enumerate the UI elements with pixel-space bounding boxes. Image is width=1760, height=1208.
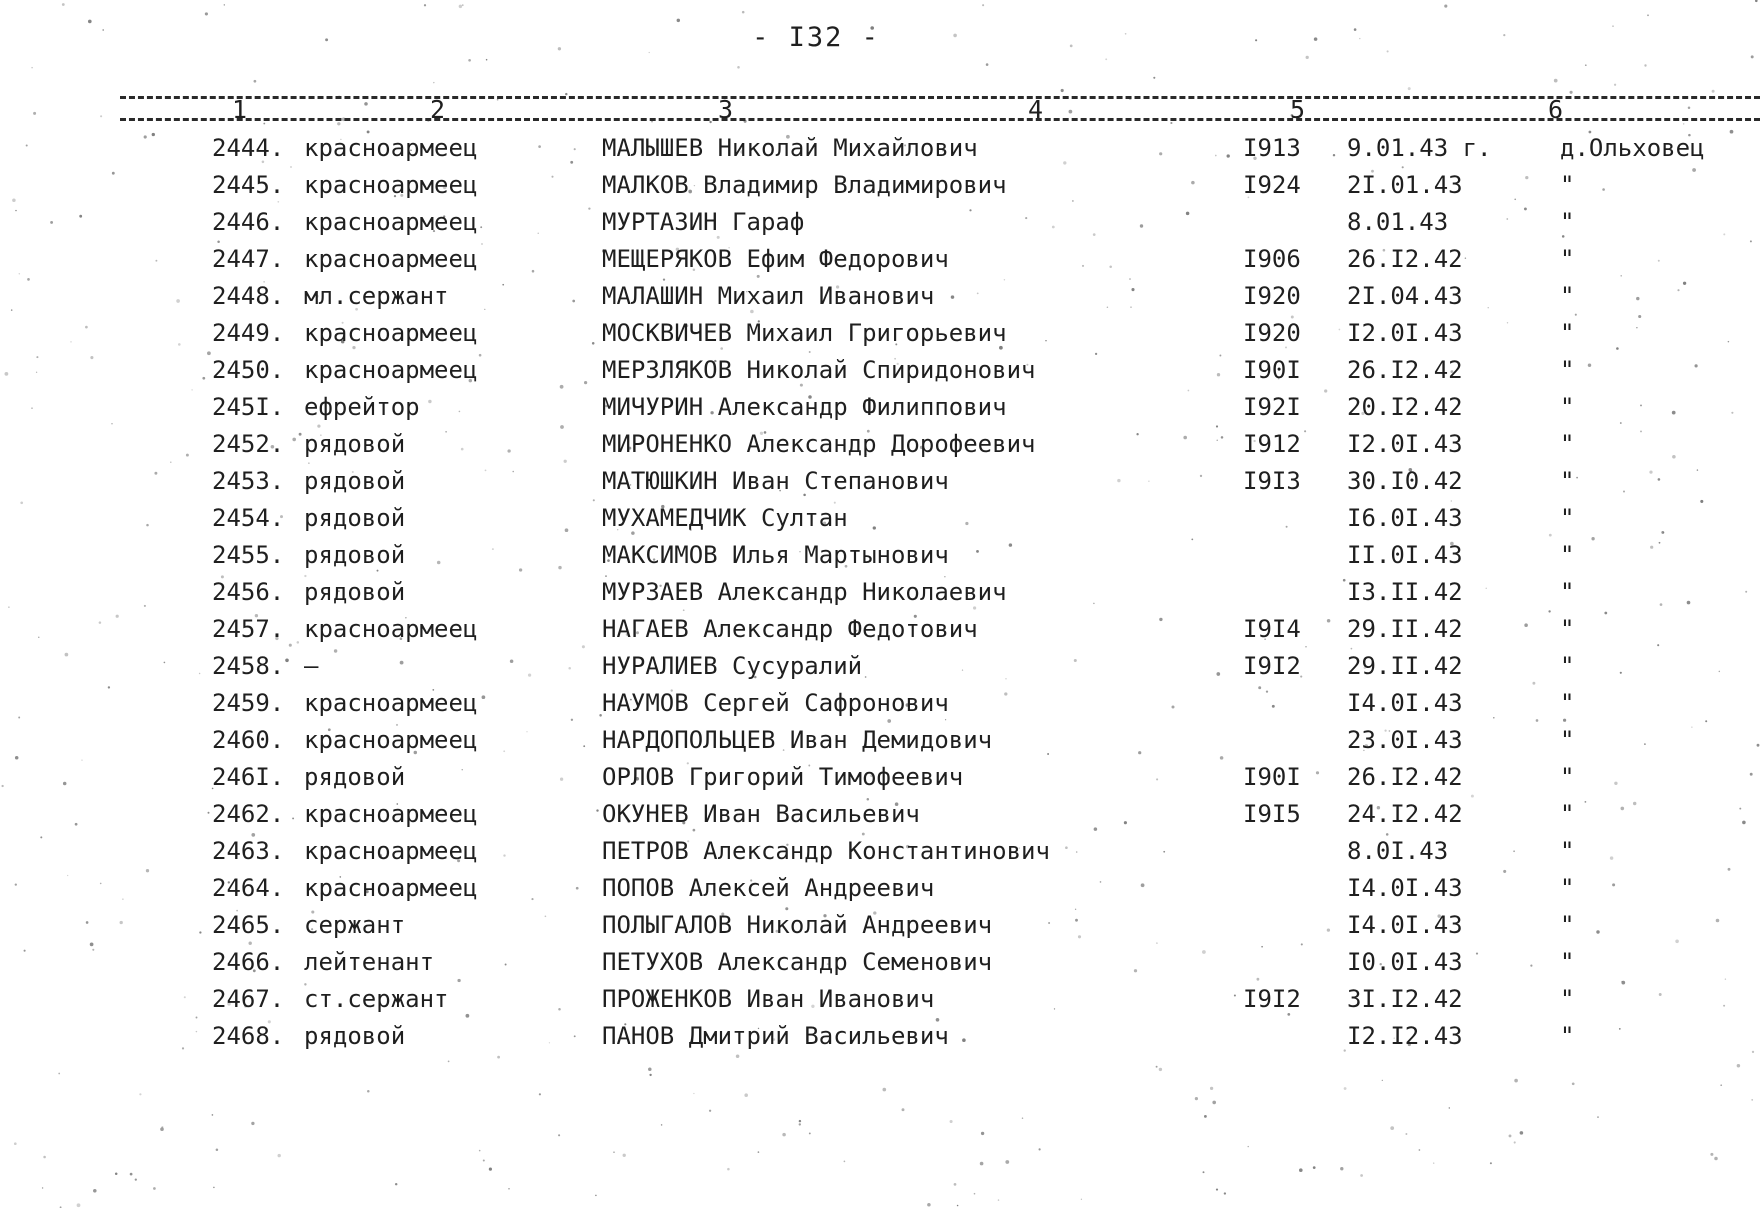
burial-place: ": [1560, 171, 1575, 199]
rank: красноармеец: [304, 208, 478, 236]
row-number: 2453.: [212, 467, 285, 495]
table-row: [0, 134, 1760, 170]
burial-place: ": [1560, 615, 1575, 643]
full-name: МАТЮШКИН Иван Степанович: [602, 467, 949, 495]
table-row: [0, 615, 1760, 651]
full-name: НУРАЛИЕВ Сусуралий: [602, 652, 863, 680]
burial-place: ": [1560, 356, 1575, 384]
birth-year: I906: [1243, 245, 1301, 273]
rank: ст.сержант: [304, 985, 449, 1013]
column-number-4: 4: [1028, 95, 1044, 124]
row-number: 2455.: [212, 541, 285, 569]
full-name: НАРДОПОЛЬЦЕВ Иван Демидович: [602, 726, 993, 754]
full-name: МЕРЗЛЯКОВ Николай Спиридонович: [602, 356, 1036, 384]
burial-place: ": [1560, 985, 1575, 1013]
burial-place: ": [1560, 541, 1575, 569]
table-row: [0, 356, 1760, 392]
birth-year: I90I: [1243, 763, 1301, 791]
rank: ефрейтор: [304, 393, 420, 421]
table-row: [0, 245, 1760, 281]
full-name: ПЕТРОВ Александр Константинович: [602, 837, 1050, 865]
burial-place: ": [1560, 393, 1575, 421]
full-name: ОРЛОВ Григорий Тимофеевич: [602, 763, 964, 791]
birth-year: I9I2: [1243, 652, 1301, 680]
death-date: 2I.04.43: [1347, 282, 1463, 310]
row-number: 2459.: [212, 689, 285, 717]
row-number: 2457.: [212, 615, 285, 643]
full-name: МАЛЫШЕВ Николай Михайлович: [602, 134, 978, 162]
table-row: [0, 393, 1760, 429]
death-date: I2.0I.43: [1347, 430, 1463, 458]
burial-place: ": [1560, 948, 1575, 976]
row-number: 2446.: [212, 208, 285, 236]
header-rule-bottom: [120, 118, 1760, 121]
burial-place: ": [1560, 504, 1575, 532]
death-date: 2I.01.43: [1347, 171, 1463, 199]
column-number-3: 3: [718, 95, 734, 124]
table-row: [0, 467, 1760, 503]
rank: красноармеец: [304, 319, 478, 347]
row-number: 2444.: [212, 134, 285, 162]
table-row: [0, 504, 1760, 540]
table-row: [0, 800, 1760, 836]
row-number: 2465.: [212, 911, 285, 939]
rank: красноармеец: [304, 615, 478, 643]
burial-place: ": [1560, 208, 1575, 236]
table-row: [0, 726, 1760, 762]
full-name: МАЛАШИН Михаил Иванович: [602, 282, 935, 310]
full-name: НАУМОВ Сергей Сафронович: [602, 689, 949, 717]
burial-place: ": [1560, 319, 1575, 347]
table-row: [0, 541, 1760, 577]
column-number-2: 2: [430, 95, 446, 124]
burial-place: ": [1560, 837, 1575, 865]
death-date: 26.I2.42: [1347, 763, 1463, 791]
rank: рядовой: [304, 504, 406, 532]
table-row: [0, 948, 1760, 984]
birth-year: I924: [1243, 171, 1301, 199]
row-number: 2462.: [212, 800, 285, 828]
burial-place: ": [1560, 726, 1575, 754]
table-row: [0, 282, 1760, 318]
rank: красноармеец: [304, 171, 478, 199]
table-row: [0, 763, 1760, 799]
row-number: 2466.: [212, 948, 285, 976]
burial-place: ": [1560, 245, 1575, 273]
rank: мл.сержант: [304, 282, 449, 310]
table-row: [0, 1022, 1760, 1058]
death-date: 29.II.42: [1347, 652, 1463, 680]
full-name: МИРОНЕНКО Александр Дорофеевич: [602, 430, 1036, 458]
full-name: МАЛКОВ Владимир Владимирович: [602, 171, 1007, 199]
rank: рядовой: [304, 763, 406, 791]
row-number: 246I.: [212, 763, 285, 791]
table-row: [0, 689, 1760, 725]
death-date: I4.0I.43: [1347, 911, 1463, 939]
table-row: [0, 171, 1760, 207]
burial-place: ": [1560, 282, 1575, 310]
death-date: 26.I2.42: [1347, 245, 1463, 273]
table-row: [0, 911, 1760, 947]
burial-place: ": [1560, 689, 1575, 717]
row-number: 2458.: [212, 652, 285, 680]
column-number-1: 1: [232, 95, 248, 124]
burial-place: ": [1560, 800, 1575, 828]
death-date: I2.0I.43: [1347, 319, 1463, 347]
death-date: 8.0I.43: [1347, 837, 1449, 865]
rank: красноармеец: [304, 800, 478, 828]
birth-year: I9I5: [1243, 800, 1301, 828]
full-name: ПАНОВ Дмитрий Васильевич: [602, 1022, 949, 1050]
row-number: 2454.: [212, 504, 285, 532]
full-name: ПРОЖЕНКОВ Иван Иванович: [602, 985, 935, 1013]
burial-place: ": [1560, 1022, 1575, 1050]
death-date: 3I.I2.42: [1347, 985, 1463, 1013]
birth-year: I9I4: [1243, 615, 1301, 643]
column-number-6: 6: [1548, 95, 1564, 124]
rank: красноармеец: [304, 837, 478, 865]
death-date: I6.0I.43: [1347, 504, 1463, 532]
table-row: [0, 208, 1760, 244]
table-row: [0, 874, 1760, 910]
burial-place: ": [1560, 874, 1575, 902]
rank: красноармеец: [304, 356, 478, 384]
full-name: ПОПОВ Алексей Андреевич: [602, 874, 935, 902]
rank: красноармеец: [304, 245, 478, 273]
rank: красноармеец: [304, 874, 478, 902]
table-row: [0, 578, 1760, 614]
death-date: 24.I2.42: [1347, 800, 1463, 828]
rank: рядовой: [304, 467, 406, 495]
burial-place: ": [1560, 763, 1575, 791]
full-name: МЕЩЕРЯКОВ Ефим Федорович: [602, 245, 949, 273]
row-number: 2460.: [212, 726, 285, 754]
rank: рядовой: [304, 430, 406, 458]
birth-year: I920: [1243, 319, 1301, 347]
full-name: МУХАМЕДЧИК Султан: [602, 504, 848, 532]
full-name: ПОЛЫГАЛОВ Николай Андреевич: [602, 911, 993, 939]
rank: рядовой: [304, 1022, 406, 1050]
row-number: 245I.: [212, 393, 285, 421]
row-number: 2445.: [212, 171, 285, 199]
table-row: [0, 837, 1760, 873]
row-number: 2456.: [212, 578, 285, 606]
death-date: I4.0I.43: [1347, 689, 1463, 717]
row-number: 2468.: [212, 1022, 285, 1050]
death-date: I3.II.42: [1347, 578, 1463, 606]
burial-place: ": [1560, 652, 1575, 680]
full-name: ОКУНЕВ Иван Васильевич: [602, 800, 920, 828]
rank: рядовой: [304, 578, 406, 606]
death-date: II.0I.43: [1347, 541, 1463, 569]
table-row: [0, 985, 1760, 1021]
death-date: 8.01.43: [1347, 208, 1449, 236]
rank: красноармеец: [304, 134, 478, 162]
burial-place: ": [1560, 911, 1575, 939]
death-date: 26.I2.42: [1347, 356, 1463, 384]
rank: красноармеец: [304, 726, 478, 754]
burial-place: ": [1560, 467, 1575, 495]
full-name: МУРЗАЕВ Александр Николаевич: [602, 578, 1007, 606]
death-date: 29.II.42: [1347, 615, 1463, 643]
row-number: 2467.: [212, 985, 285, 1013]
rank: красноармеец: [304, 689, 478, 717]
rank: рядовой: [304, 541, 406, 569]
header-rule-top: [120, 96, 1760, 99]
column-number-5: 5: [1290, 95, 1306, 124]
burial-place: д.Ольховец: [1560, 134, 1705, 162]
death-date: 23.0I.43: [1347, 726, 1463, 754]
full-name: МУРТАЗИН Гараф: [602, 208, 805, 236]
rank: сержант: [304, 911, 406, 939]
rank: –: [304, 652, 319, 680]
full-name: МАКСИМОВ Илья Мартынович: [602, 541, 949, 569]
row-number: 2448.: [212, 282, 285, 310]
burial-place: ": [1560, 578, 1575, 606]
birth-year: I920: [1243, 282, 1301, 310]
full-name: МИЧУРИН Александр Филиппович: [602, 393, 1007, 421]
table-row: [0, 652, 1760, 688]
row-number: 2452.: [212, 430, 285, 458]
death-date: I4.0I.43: [1347, 874, 1463, 902]
row-number: 2464.: [212, 874, 285, 902]
page-number: - I32 -: [752, 22, 880, 53]
full-name: НАГАЕВ Александр Федотович: [602, 615, 978, 643]
row-number: 2449.: [212, 319, 285, 347]
death-date: 20.I2.42: [1347, 393, 1463, 421]
full-name: ПЕТУХОВ Александр Семенович: [602, 948, 993, 976]
birth-year: I913: [1243, 134, 1301, 162]
row-number: 2463.: [212, 837, 285, 865]
burial-place: ": [1560, 430, 1575, 458]
birth-year: I9I3: [1243, 467, 1301, 495]
row-number: 2450.: [212, 356, 285, 384]
birth-year: I90I: [1243, 356, 1301, 384]
death-date: 30.I0.42: [1347, 467, 1463, 495]
death-date: I2.I2.43: [1347, 1022, 1463, 1050]
death-date: I0.0I.43: [1347, 948, 1463, 976]
row-number: 2447.: [212, 245, 285, 273]
table-row: [0, 430, 1760, 466]
death-date: 9.01.43 г.: [1347, 134, 1492, 162]
birth-year: I9I2: [1243, 985, 1301, 1013]
full-name: МОСКВИЧЕВ Михаил Григорьевич: [602, 319, 1007, 347]
rank: лейтенант: [304, 948, 435, 976]
birth-year: I92I: [1243, 393, 1301, 421]
birth-year: I912: [1243, 430, 1301, 458]
table-row: [0, 319, 1760, 355]
